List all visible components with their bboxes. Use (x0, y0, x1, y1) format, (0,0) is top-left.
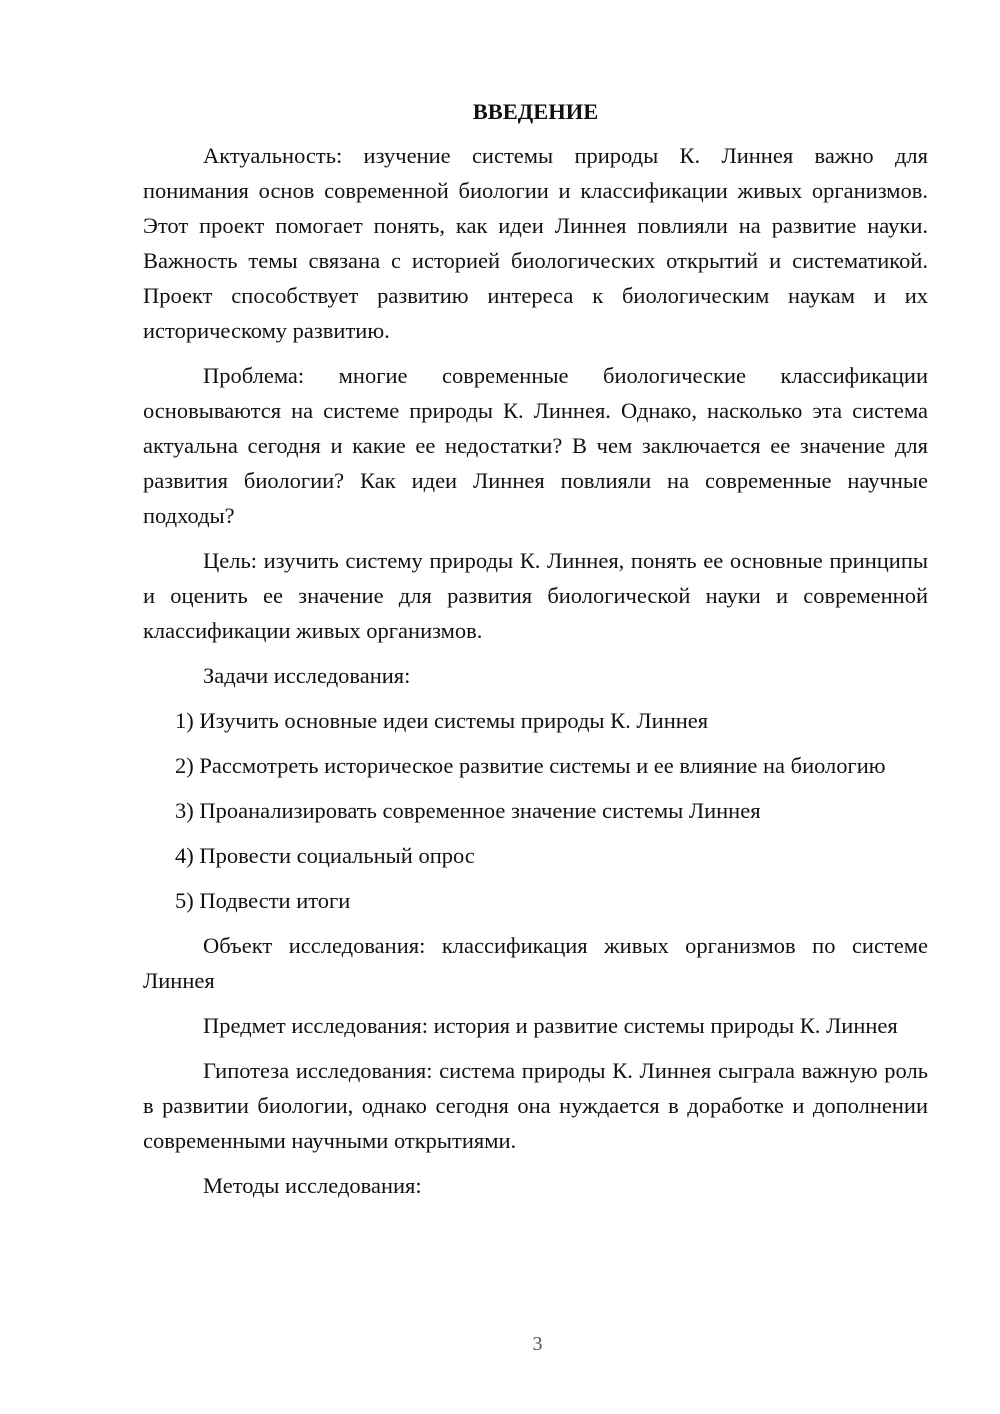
page-number: 3 (532, 1333, 543, 1355)
page-title: ВВЕДЕНИЕ (472, 99, 599, 124)
object-paragraph: Объект исследования: классификация живых организмов по системе Линнея (143, 933, 928, 993)
list-item: 2) Рассмотреть историческое развитие системы и ее влияние на биологию (175, 753, 886, 778)
tasks-list (143, 703, 928, 918)
list-item: 3) Проанализировать современное значение системы Линнея (175, 798, 761, 823)
list-item: 5) Подвести итоги (175, 888, 351, 913)
methods-title: Методы исследования: (203, 1173, 422, 1198)
page-content (143, 94, 928, 1213)
relevance-paragraph: Актуальность: изучение системы природы К. Линнея важно для понимания основ современной биологии и классификации живых организмов. Этот проект помогает понять, как идеи Линнея повлияли на развитие науки. Важность темы связана с историей биологических открытий и систематикой. Проект способствует развитию интереса к биологическим наукам и их историческому развитию. (143, 143, 928, 343)
problem-paragraph: Проблема: многие современные биологические классификации основываются на системе природы К. Линнея. Однако, насколько эта система актуальна сегодня и какие ее недостатки? В чем заключается ее значение для развития биологии? Как идеи Линнея повлияли на современные научные подходы? (143, 363, 928, 528)
tasks-title: Задачи исследования: (203, 663, 411, 688)
subject-paragraph: Предмет исследования: история и развитие системы природы К. Линнея (203, 1013, 898, 1038)
list-item: 1) Изучить основные идеи системы природы К. Линнея (175, 708, 709, 733)
hypothesis-paragraph: Гипотеза исследования: система природы К. Линнея сыграла важную роль в развитии биологии, однако сегодня она нуждается в доработке и дополнении современными научными открытиями. (143, 1058, 928, 1153)
goal-paragraph: Цель: изучить систему природы К. Линнея, понять ее основные принципы и оценить ее значение для развития биологической науки и современной классификации живых организмов. (143, 548, 928, 643)
list-item: 4) Провести социальный опрос (175, 843, 475, 868)
